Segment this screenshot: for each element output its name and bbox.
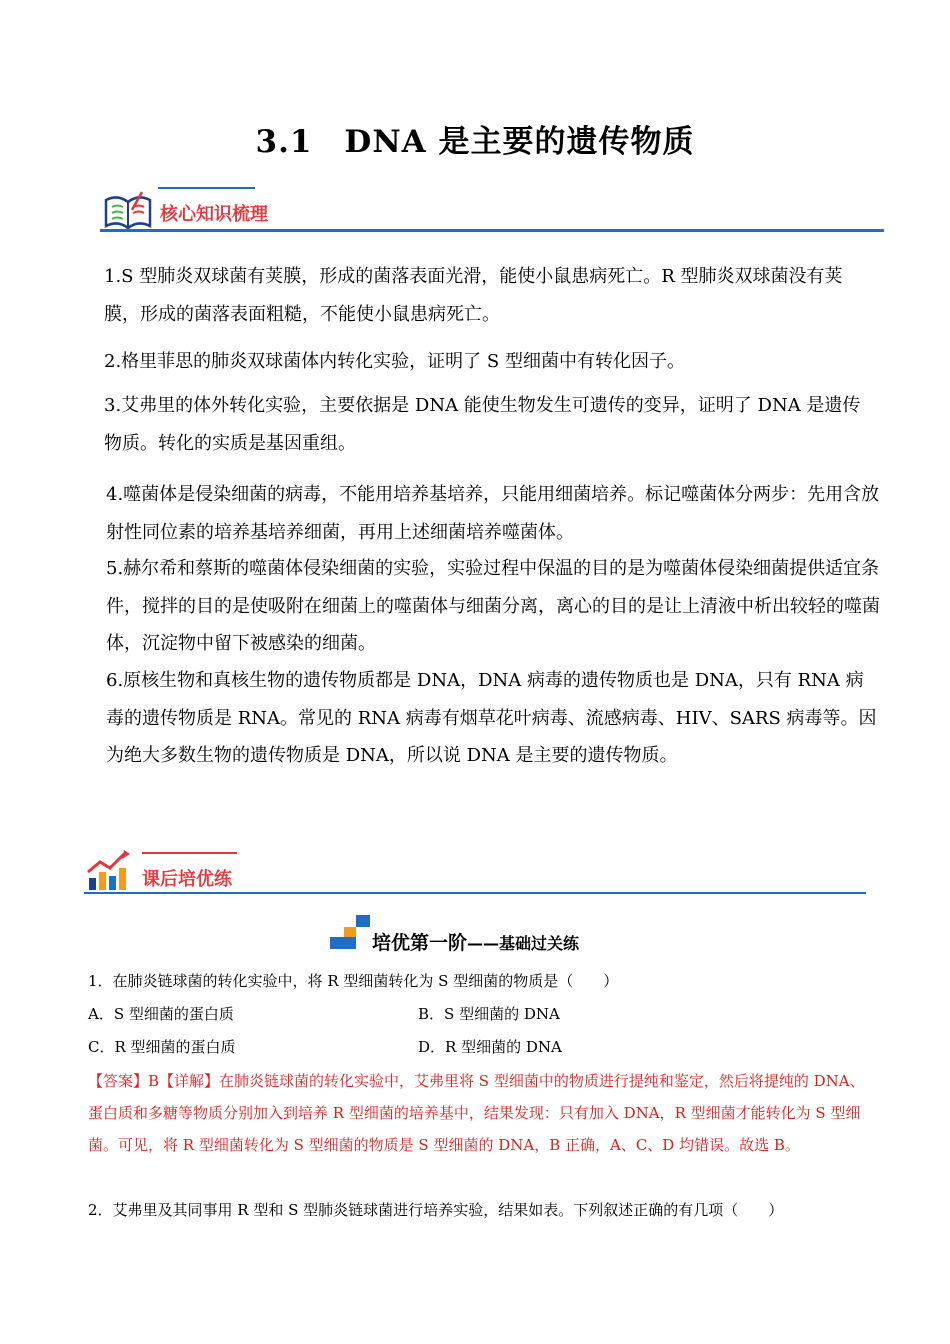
stage-title (372, 928, 579, 955)
section-header-knowledge (100, 186, 890, 236)
section-label-knowledge: 核心知识梳理 (160, 204, 268, 225)
stairs-icon (330, 915, 370, 949)
section-divider (84, 892, 866, 894)
stage-title-sub: ——基础过关练 (467, 934, 580, 953)
section-divider (100, 229, 884, 232)
question-1-option-c: C．R 型细菌的蛋白质 (88, 1038, 236, 1056)
section-header-practice (84, 848, 874, 898)
book-icon (102, 190, 154, 232)
question-1-option-a: A．S 型细菌的蛋白质 (88, 1005, 234, 1023)
growth-chart-icon (86, 850, 130, 892)
knowledge-point-1: 1.S 型肺炎双球菌有荚膜，形成的菌落表面光滑，能使小鼠患病死亡。R 型肺炎双球菌没有荚膜，形成的菌落表面粗糙，不能使小鼠患病死亡。 (104, 266, 843, 325)
question-2-stem: 2．艾弗里及其同事用 R 型和 S 型肺炎链球菌进行培养实验，结果如表。下列叙述正确的有几项（ ） (88, 1201, 784, 1219)
knowledge-point-3: 3.艾弗里的体外转化实验，主要依据是 DNA 能使生物发生可遗传的变异，证明了 DNA 是遗传物质。转化的实质是基因重组。 (104, 395, 861, 454)
question-1-stem: 1．在肺炎链球菌的转化实验中，将 R 型细菌转化为 S 型细菌的物质是（ ） (88, 972, 619, 990)
knowledge-point-4: 4.噬菌体是侵染细菌的病毒，不能用培养基培养，只能用细菌培养。标记噬菌体分两步：先用含放射性同位素的培养基培养细菌，再用上述细菌培养噬菌体。 (106, 484, 880, 543)
knowledge-point-6: 6.原核生物和真核生物的遗传物质都是 DNA，DNA 病毒的遗传物质也是 DNA，只有 RNA 病毒的遗传物质是 RNA。常见的 RNA 病毒有烟草花叶病毒、流感病毒、HIV、SARS 病毒等。因为绝大多数生物的遗传物质是 DNA，所以说 DNA 是主要的遗传物质。 (106, 670, 877, 766)
knowledge-point-2: 2.格里菲思的肺炎双球菌体内转化实验，证明了 S 型细菌中有转化因子。 (104, 351, 685, 372)
stage-title-main: 培优第一阶 (372, 932, 468, 954)
knowledge-point-5: 5.赫尔希和蔡斯的噬菌体侵染细菌的实验，实验过程中保温的目的是为噬菌体侵染细菌提供适宜条件，搅拌的目的是使吸附在细菌上的噬菌体与细菌分离，离心的目的是让上清液中析出较轻的噬菌体，沉淀物中留下被感染的细菌。 (106, 558, 880, 654)
question-1-option-b: B．S 型细菌的 DNA (418, 1005, 560, 1023)
question-1-answer: 【答案】B【详解】在肺炎链球菌的转化实验中，艾弗里将 S 型细菌中的物质进行提纯和鉴定，然后将提纯的 DNA、蛋白质和多糖等物质分别加入到培养 R 型细菌的培养基中，结果发现：只有加入 DNA，R 型细菌才能转化为 S 型细菌。可见，将 R 型细菌转化为 S 型细菌的物质是 S 型细菌的 DNA，B 正确，A、C、D 均错误。故选 B。 (88, 1072, 865, 1154)
section-label-practice: 课后培优练 (142, 869, 232, 890)
header-accent-line (158, 187, 255, 189)
header-accent-line (142, 852, 237, 854)
question-1-option-d: D．R 型细菌的 DNA (418, 1038, 562, 1056)
page-title: 3.1 DNA 是主要的遗传物质 (255, 124, 695, 160)
